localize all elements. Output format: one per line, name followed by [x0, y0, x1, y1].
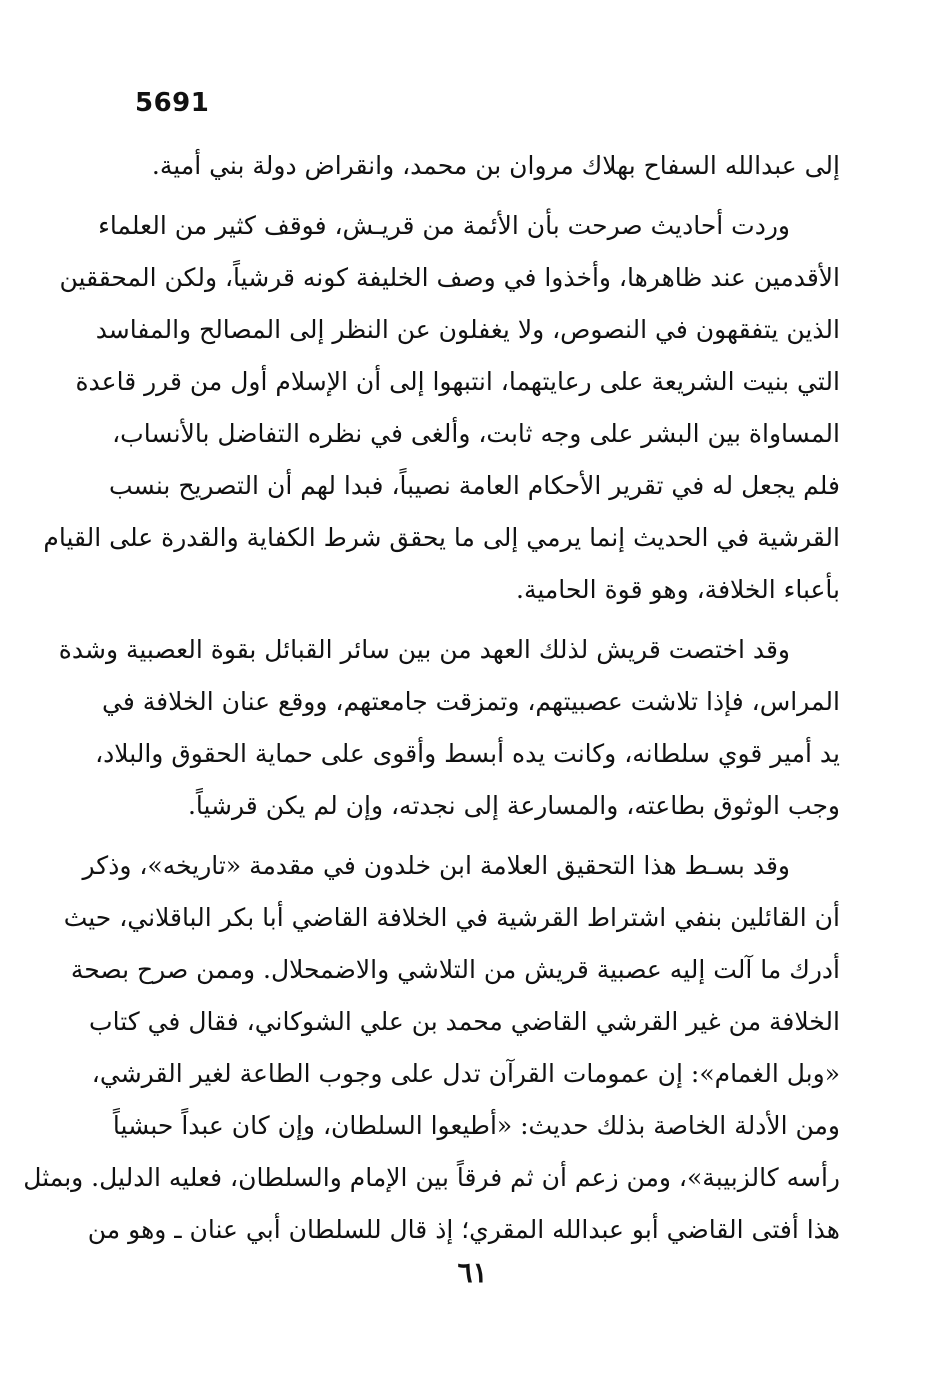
paragraph-1 [135, 140, 840, 192]
page-code: 5691 [135, 88, 210, 118]
text-line: فلم يجعل له في تقرير الأحكام العامة نصيباً، فبدا لهم أن التصريح بنسب [109, 471, 840, 500]
text-line: وردت أحاديث صرحت بأن الأئمة من قريـش، فوقف كثير من العلماء [98, 211, 790, 240]
paragraph-3 [58, 624, 840, 832]
paragraph-2 [43, 200, 840, 616]
text-line: المساواة بين البشر على وجه ثابت، وألغى في نظره التفاضل بالأنساب، [112, 419, 840, 448]
text-line: أن القائلين بنفي اشتراط القرشية في الخلافة القاضي أبا بكر الباقلاني، حيث [63, 903, 840, 932]
text-line: رأسه كالزبيبة»، ومن زعم أن ثم فرقاً بين الإمام والسلطان، فعليه الدليل. وبمثل [23, 1163, 840, 1192]
text-line: التي بنيت الشريعة على رعايتهما، انتبهوا إلى أن الإسلام أول من قرر قاعدة [75, 367, 840, 396]
text-line: الخلافة من غير القرشي القاضي محمد بن علي الشوكاني، فقال في كتاب [89, 1007, 840, 1036]
text-line: إلى عبدالله السفاح بهلاك مروان بن محمد، وانقراض دولة بني أمية. [151, 151, 840, 180]
page-number: ٦١ [457, 1256, 488, 1289]
text-line: وقد اختصت قريش لذلك العهد من بين سائر القبائل بقوة العصبية وشدة [58, 635, 790, 664]
text-line: «وبل الغمام»: إن عمومات القرآن تدل على وجوب الطاعة لغير القرشي، [91, 1059, 840, 1088]
text-line: أدرك ما آلت إليه عصبية قريش من التلاشي والاضمحلال. وممن صرح بصحة [70, 955, 840, 984]
text-line: يد أمير قوي سلطانه، وكانت يده أبسط وأقوى على حماية الحقوق والبلاد، [95, 739, 840, 768]
text-line: وقد بسـط هذا التحقيق العلامة ابن خلدون في مقدمة «تاريخه»، وذكر [82, 851, 790, 880]
text-line: وجب الوثوق بطاعته، والمسارعة إلى نجدته، وإن لم يكن قرشياً. [187, 791, 840, 820]
text-line: المراس، فإذا تلاشت عصبيتهم، وتمزقت جامعتهم، ووقع عنان الخلافة في [101, 687, 840, 716]
body-text [23, 140, 840, 1256]
text-line: الذين يتفقهون في النصوص، ولا يغفلون عن النظر إلى المصالح والمفاسد [95, 315, 840, 344]
text-line: هذا أفتى القاضي أبو عبدالله المقري؛ إذ قال للسلطان أبي عنان ـ وهو من [87, 1215, 840, 1244]
text-line: بأعباء الخلافة، وهو قوة الحامية. [516, 575, 840, 604]
text-line: الأقدمين عند ظاهرها، وأخذوا في وصف الخليفة كونه قرشياً، ولكن المحققين [59, 263, 840, 292]
text-line: ومن الأدلة الخاصة بذلك حديث: «أطيعوا السلطان، وإن كان عبداً حبشياً [112, 1111, 840, 1140]
paragraph-4 [23, 840, 840, 1256]
text-line: القرشية في الحديث إنما يرمي إلى ما يحقق شرط الكفاية والقدرة على القيام [43, 523, 840, 552]
